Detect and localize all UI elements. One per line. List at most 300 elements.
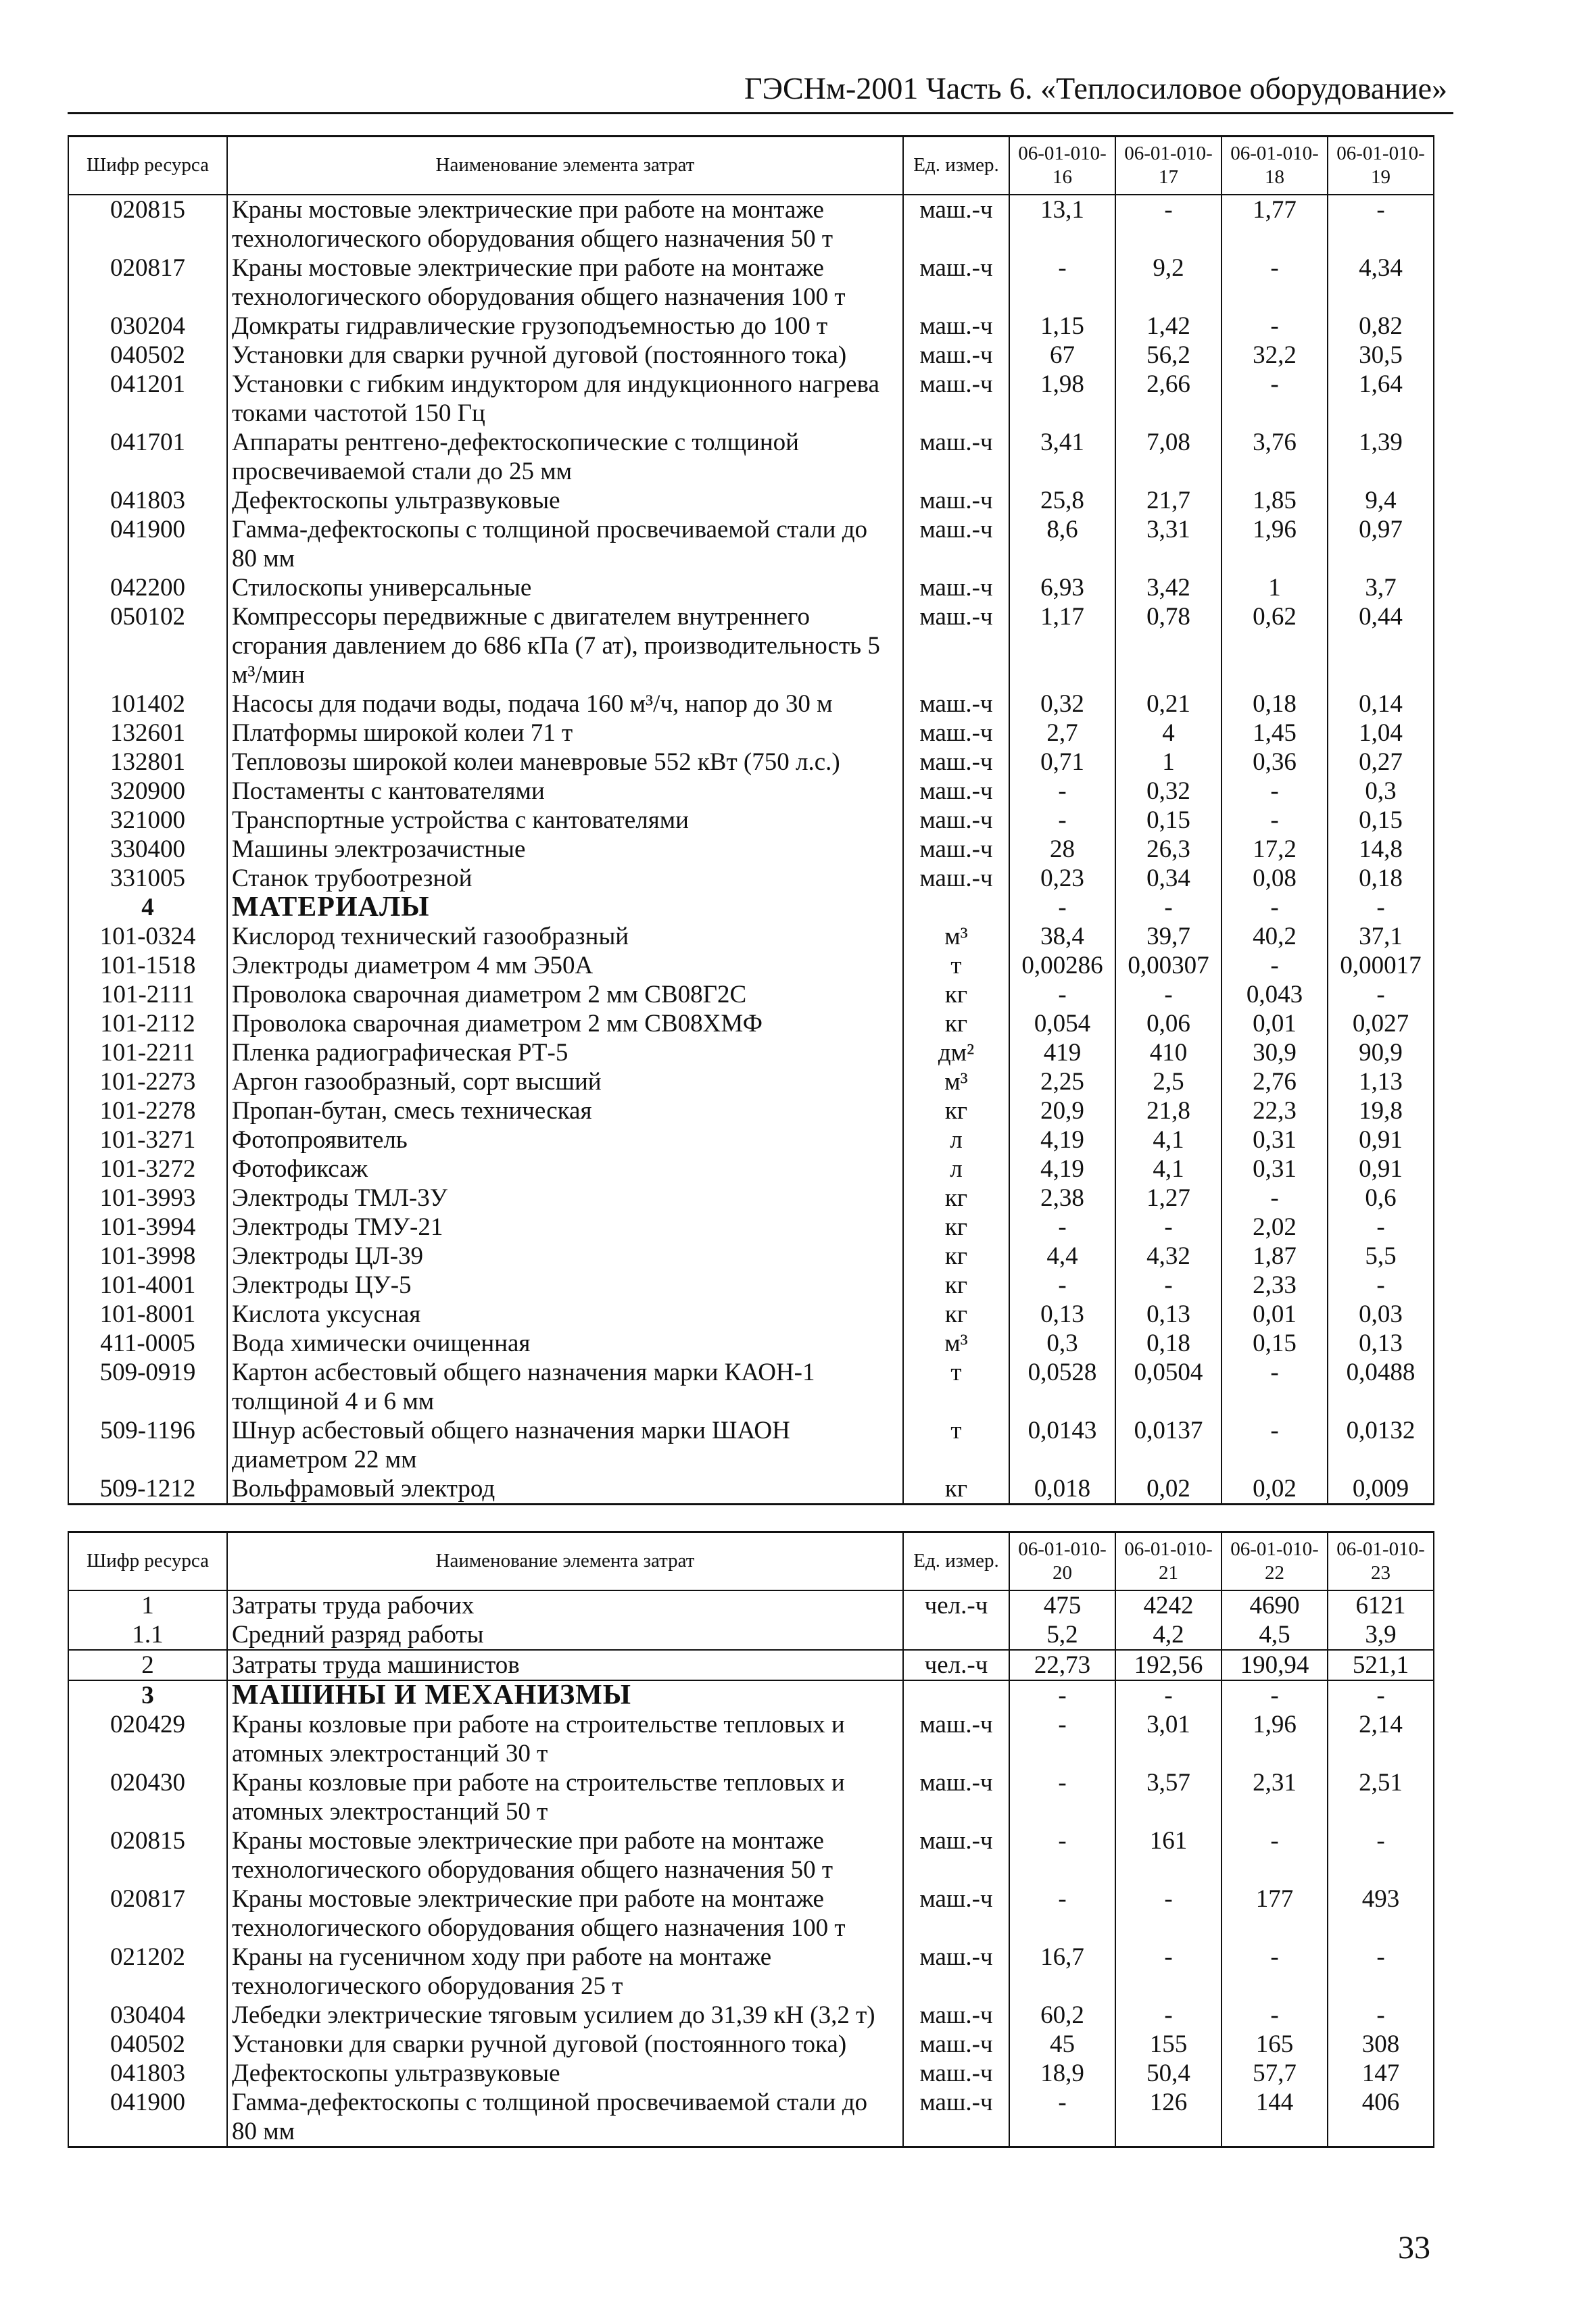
col-header-norm: 06-01-010-17 bbox=[1115, 137, 1222, 195]
norm-value: 56,2 bbox=[1115, 341, 1222, 370]
table-row bbox=[68, 1884, 1434, 1943]
norm-value: 0,043 bbox=[1222, 980, 1328, 1009]
resource-code: 101-3272 bbox=[68, 1154, 227, 1184]
resource-code: 101-2273 bbox=[68, 1067, 227, 1096]
norm-value: 30,5 bbox=[1328, 341, 1434, 370]
norm-value: 4,19 bbox=[1009, 1154, 1115, 1184]
resource-code: 041803 bbox=[68, 2059, 227, 2088]
norm-value: 2,5 bbox=[1115, 1067, 1222, 1096]
norm-value: - bbox=[1328, 1826, 1434, 1884]
resource-code: 101-4001 bbox=[68, 1271, 227, 1300]
norm-value: 0,31 bbox=[1222, 1154, 1328, 1184]
norm-value: 1,64 bbox=[1328, 370, 1434, 428]
unit-of-measure bbox=[903, 1680, 1009, 1710]
col-header-unit: Ед. измер. bbox=[903, 1532, 1009, 1590]
unit-of-measure: маш.-ч bbox=[903, 1768, 1009, 1826]
table-row bbox=[68, 2088, 1434, 2147]
resource-code: 101-2211 bbox=[68, 1038, 227, 1067]
norm-value: 0,6 bbox=[1328, 1184, 1434, 1213]
norm-value: - bbox=[1222, 1416, 1328, 1474]
norm-value: 0,0132 bbox=[1328, 1416, 1434, 1474]
norm-value: 419 bbox=[1009, 1038, 1115, 1067]
norm-value: 2,02 bbox=[1222, 1213, 1328, 1242]
norm-value: - bbox=[1009, 1710, 1115, 1768]
norm-value: 0,02 bbox=[1115, 1474, 1222, 1505]
resource-name: Домкраты гидравлические грузоподъемностью до 100 т bbox=[227, 312, 903, 341]
resource-name: Аппараты рентгено-дефектоскопические с толщиной просвечиваемой стали до 25 мм bbox=[227, 428, 903, 486]
resource-name: Вода химически очищенная bbox=[227, 1329, 903, 1358]
norm-value: 22,3 bbox=[1222, 1096, 1328, 1125]
resource-code: 101-1518 bbox=[68, 951, 227, 980]
norm-value: 0,0137 bbox=[1115, 1416, 1222, 1474]
norm-value: 0,027 bbox=[1328, 1009, 1434, 1038]
norm-value: 67 bbox=[1009, 341, 1115, 370]
table-row bbox=[68, 1067, 1434, 1096]
table-row bbox=[68, 370, 1434, 428]
norm-value: - bbox=[1222, 1358, 1328, 1416]
norm-value: 21,8 bbox=[1115, 1096, 1222, 1125]
norm-value: 0,0143 bbox=[1009, 1416, 1115, 1474]
table-row bbox=[68, 1358, 1434, 1416]
norm-value: 0,21 bbox=[1115, 689, 1222, 718]
norm-value: 3,9 bbox=[1328, 1620, 1434, 1650]
norm-value: 0,13 bbox=[1328, 1329, 1434, 1358]
unit-of-measure: маш.-ч bbox=[903, 864, 1009, 893]
table-row bbox=[68, 1038, 1434, 1067]
norm-value: 165 bbox=[1222, 2030, 1328, 2059]
section-row bbox=[68, 1680, 1434, 1710]
resource-code: 101-0324 bbox=[68, 922, 227, 951]
col-header-name: Наименование элемента затрат bbox=[227, 1532, 903, 1590]
norm-value: 0,91 bbox=[1328, 1125, 1434, 1154]
table-row bbox=[68, 2059, 1434, 2088]
norm-value: 0,97 bbox=[1328, 515, 1434, 573]
norm-value: 0,3 bbox=[1328, 777, 1434, 806]
table-row bbox=[68, 835, 1434, 864]
norm-value: 14,8 bbox=[1328, 835, 1434, 864]
table-row bbox=[68, 864, 1434, 893]
table-row bbox=[68, 1125, 1434, 1154]
norm-value: 4,2 bbox=[1115, 1620, 1222, 1650]
unit-of-measure: т bbox=[903, 1358, 1009, 1416]
norm-value: 493 bbox=[1328, 1884, 1434, 1943]
norm-value: 39,7 bbox=[1115, 922, 1222, 951]
norm-value: - bbox=[1009, 2088, 1115, 2147]
table-row bbox=[68, 1474, 1434, 1505]
col-header-name: Наименование элемента затрат bbox=[227, 137, 903, 195]
unit-of-measure: чел.-ч bbox=[903, 1650, 1009, 1680]
unit-of-measure: кг bbox=[903, 1184, 1009, 1213]
resource-code: 331005 bbox=[68, 864, 227, 893]
norm-value: 3,76 bbox=[1222, 428, 1328, 486]
resource-code: 1.1 bbox=[68, 1620, 227, 1650]
table-row bbox=[68, 1329, 1434, 1358]
norm-value: - bbox=[1222, 2001, 1328, 2030]
norm-value: - bbox=[1222, 1826, 1328, 1884]
norm-value: 9,2 bbox=[1115, 253, 1222, 312]
norm-value: 1,15 bbox=[1009, 312, 1115, 341]
resource-name: Электроды ТМЛ-3У bbox=[227, 1184, 903, 1213]
norm-value: 0,32 bbox=[1115, 777, 1222, 806]
resource-code: 020817 bbox=[68, 1884, 227, 1943]
norm-value: 32,2 bbox=[1222, 341, 1328, 370]
resource-name: Краны мостовые электрические при работе на монтаже технологического оборудования общего назначения 100 т bbox=[227, 253, 903, 312]
norm-value: 1,17 bbox=[1009, 602, 1115, 689]
norm-value: 308 bbox=[1328, 2030, 1434, 2059]
table-row bbox=[68, 486, 1434, 515]
norm-value: 0,18 bbox=[1115, 1329, 1222, 1358]
running-header: ГЭСНм-2001 Часть 6. «Теплосиловое оборудование» bbox=[744, 71, 1447, 105]
resource-name: Кислород технический газообразный bbox=[227, 922, 903, 951]
norm-value: 192,56 bbox=[1115, 1650, 1222, 1680]
unit-of-measure: кг bbox=[903, 1096, 1009, 1125]
norm-value: 0,18 bbox=[1328, 864, 1434, 893]
unit-of-measure: маш.-ч bbox=[903, 253, 1009, 312]
resource-name: Краны мостовые электрические при работе на монтаже технологического оборудования общего назначения 50 т bbox=[227, 195, 903, 253]
norm-value: 1 bbox=[1115, 748, 1222, 777]
norm-value: 7,08 bbox=[1115, 428, 1222, 486]
norm-value: 1,39 bbox=[1328, 428, 1434, 486]
resource-name: Компрессоры передвижные с двигателем внутреннего сгорания давлением до 686 кПа (7 ат), производительность 5 м³/мин bbox=[227, 602, 903, 689]
norm-value: 0,06 bbox=[1115, 1009, 1222, 1038]
table-2-header bbox=[68, 1532, 1434, 1590]
norm-value: 1,04 bbox=[1328, 718, 1434, 748]
norm-value: 0,00307 bbox=[1115, 951, 1222, 980]
norm-value: 0,18 bbox=[1222, 689, 1328, 718]
table-row bbox=[68, 1416, 1434, 1474]
norm-value: 4,19 bbox=[1009, 1125, 1115, 1154]
norm-value: 0,01 bbox=[1222, 1009, 1328, 1038]
unit-of-measure: м³ bbox=[903, 1329, 1009, 1358]
norm-value: 3,7 bbox=[1328, 573, 1434, 602]
resource-code: 041900 bbox=[68, 2088, 227, 2147]
norm-value: - bbox=[1222, 893, 1328, 922]
norm-value: 90,9 bbox=[1328, 1038, 1434, 1067]
norm-value: 2,14 bbox=[1328, 1710, 1434, 1768]
unit-of-measure: маш.-ч bbox=[903, 515, 1009, 573]
resource-code: 101-3998 bbox=[68, 1242, 227, 1271]
norm-value: 0,34 bbox=[1115, 864, 1222, 893]
resource-name: Насосы для подачи воды, подача 160 м³/ч, напор до 30 м bbox=[227, 689, 903, 718]
table-row bbox=[68, 2030, 1434, 2059]
resource-name: Затраты труда рабочих bbox=[227, 1590, 903, 1620]
table-row bbox=[68, 602, 1434, 689]
norm-value: 161 bbox=[1115, 1826, 1222, 1884]
norm-value: - bbox=[1328, 980, 1434, 1009]
unit-of-measure bbox=[903, 1620, 1009, 1650]
norm-value: - bbox=[1328, 1943, 1434, 2001]
norm-value: 1,96 bbox=[1222, 1710, 1328, 1768]
resource-name: Электроды ЦЛ-39 bbox=[227, 1242, 903, 1271]
norm-value: 4,34 bbox=[1328, 253, 1434, 312]
table-row bbox=[68, 312, 1434, 341]
resource-name: Фотопроявитель bbox=[227, 1125, 903, 1154]
unit-of-measure: маш.-ч bbox=[903, 835, 1009, 864]
unit-of-measure: дм² bbox=[903, 1038, 1009, 1067]
norm-value: 0,91 bbox=[1328, 1154, 1434, 1184]
norm-value: 0,01 bbox=[1222, 1300, 1328, 1329]
resource-name: Шнур асбестовый общего назначения марки ШАОН диаметром 22 мм bbox=[227, 1416, 903, 1474]
norm-value: 1,45 bbox=[1222, 718, 1328, 748]
resource-code: 020817 bbox=[68, 253, 227, 312]
resource-name: Краны мостовые электрические при работе на монтаже технологического оборудования общего назначения 50 т bbox=[227, 1826, 903, 1884]
resource-name: Дефектоскопы ультразвуковые bbox=[227, 2059, 903, 2088]
resource-code: 040502 bbox=[68, 2030, 227, 2059]
norm-value: 1,27 bbox=[1115, 1184, 1222, 1213]
norm-value: 1,77 bbox=[1222, 195, 1328, 253]
unit-of-measure: маш.-ч bbox=[903, 602, 1009, 689]
norm-value: 0,82 bbox=[1328, 312, 1434, 341]
resource-code: 020430 bbox=[68, 1768, 227, 1826]
norm-value: 4 bbox=[1115, 718, 1222, 748]
col-header-code: Шифр ресурса bbox=[68, 1532, 227, 1590]
unit-of-measure: т bbox=[903, 951, 1009, 980]
unit-of-measure: маш.-ч bbox=[903, 2001, 1009, 2030]
resource-code: 041201 bbox=[68, 370, 227, 428]
table-row bbox=[68, 1009, 1434, 1038]
resource-name: Машины электрозачистные bbox=[227, 835, 903, 864]
norm-value: - bbox=[1115, 1213, 1222, 1242]
norm-value: 5,5 bbox=[1328, 1242, 1434, 1271]
resource-code: 321000 bbox=[68, 806, 227, 835]
norm-value: 0,44 bbox=[1328, 602, 1434, 689]
table-row bbox=[68, 1650, 1434, 1680]
col-header-norm: 06-01-010-16 bbox=[1009, 137, 1115, 195]
resource-code: 101-3271 bbox=[68, 1125, 227, 1154]
norm-value: - bbox=[1115, 1271, 1222, 1300]
norm-value: 475 bbox=[1009, 1590, 1115, 1620]
norm-value: 0,62 bbox=[1222, 602, 1328, 689]
norm-value: 0,08 bbox=[1222, 864, 1328, 893]
resource-code: 509-0919 bbox=[68, 1358, 227, 1416]
norm-value: - bbox=[1222, 370, 1328, 428]
unit-of-measure: маш.-ч bbox=[903, 195, 1009, 253]
col-header-norm: 06-01-010-23 bbox=[1328, 1532, 1434, 1590]
norm-value: 19,8 bbox=[1328, 1096, 1434, 1125]
resource-name: Стилоскопы универсальные bbox=[227, 573, 903, 602]
norm-value: - bbox=[1009, 1826, 1115, 1884]
resource-code: 101-8001 bbox=[68, 1300, 227, 1329]
norm-value: 4690 bbox=[1222, 1590, 1328, 1620]
norm-value: 8,6 bbox=[1009, 515, 1115, 573]
norm-value: 21,7 bbox=[1115, 486, 1222, 515]
resource-code: 020815 bbox=[68, 195, 227, 253]
table-row bbox=[68, 1096, 1434, 1125]
unit-of-measure: маш.-ч bbox=[903, 777, 1009, 806]
norm-value: - bbox=[1115, 1884, 1222, 1943]
norm-value: 2,51 bbox=[1328, 1768, 1434, 1826]
norm-value: 2,66 bbox=[1115, 370, 1222, 428]
unit-of-measure: маш.-ч bbox=[903, 748, 1009, 777]
resource-name: Вольфрамовый электрод bbox=[227, 1474, 903, 1505]
unit-of-measure: кг bbox=[903, 1242, 1009, 1271]
resource-name: Тепловозы широкой колеи маневровые 552 кВт (750 л.с.) bbox=[227, 748, 903, 777]
norm-value: - bbox=[1222, 253, 1328, 312]
resource-name: Дефектоскопы ультразвуковые bbox=[227, 486, 903, 515]
norm-value: - bbox=[1222, 1943, 1328, 2001]
unit-of-measure: маш.-ч bbox=[903, 718, 1009, 748]
resource-name: Установки с гибким индуктором для индукционного нагрева токами частотой 150 Гц bbox=[227, 370, 903, 428]
norm-value: 17,2 bbox=[1222, 835, 1328, 864]
col-header-norm: 06-01-010-22 bbox=[1222, 1532, 1328, 1590]
norm-value: 3,57 bbox=[1115, 1768, 1222, 1826]
resource-code: 050102 bbox=[68, 602, 227, 689]
resource-name: Краны мостовые электрические при работе на монтаже технологического оборудования общего назначения 100 т bbox=[227, 1884, 903, 1943]
table-row bbox=[68, 515, 1434, 573]
norm-value: 126 bbox=[1115, 2088, 1222, 2147]
unit-of-measure: маш.-ч bbox=[903, 1826, 1009, 1884]
table-row bbox=[68, 1213, 1434, 1242]
resources-table-2 bbox=[68, 1531, 1433, 2148]
resource-name: Пропан-бутан, смесь техническая bbox=[227, 1096, 903, 1125]
norm-value: - bbox=[1328, 195, 1434, 253]
norm-value: 0,0528 bbox=[1009, 1358, 1115, 1416]
norm-value: - bbox=[1009, 980, 1115, 1009]
norm-value: - bbox=[1115, 195, 1222, 253]
table-row bbox=[68, 2001, 1434, 2030]
norm-value: 4242 bbox=[1115, 1590, 1222, 1620]
resource-code: 2 bbox=[68, 1650, 227, 1680]
unit-of-measure: кг bbox=[903, 1271, 1009, 1300]
resource-code: 021202 bbox=[68, 1943, 227, 2001]
table-row bbox=[68, 951, 1434, 980]
col-header-unit: Ед. измер. bbox=[903, 137, 1009, 195]
norm-value: 4,4 bbox=[1009, 1242, 1115, 1271]
unit-of-measure: кг bbox=[903, 1213, 1009, 1242]
table-row bbox=[68, 1300, 1434, 1329]
norm-value: 155 bbox=[1115, 2030, 1222, 2059]
norm-value: 0,018 bbox=[1009, 1474, 1115, 1505]
norm-value: 0,03 bbox=[1328, 1300, 1434, 1329]
norm-value: 2,76 bbox=[1222, 1067, 1328, 1096]
norm-value: 0,15 bbox=[1115, 806, 1222, 835]
resource-code: 101-2112 bbox=[68, 1009, 227, 1038]
unit-of-measure: кг bbox=[903, 1009, 1009, 1038]
norm-value: - bbox=[1222, 312, 1328, 341]
unit-of-measure: маш.-ч bbox=[903, 312, 1009, 341]
norm-value: 5,2 bbox=[1009, 1620, 1115, 1650]
norm-value: 0,054 bbox=[1009, 1009, 1115, 1038]
unit-of-measure: маш.-ч bbox=[903, 1884, 1009, 1943]
resource-code: 3 bbox=[68, 1680, 227, 1710]
resource-name: Установки для сварки ручной дуговой (постоянного тока) bbox=[227, 2030, 903, 2059]
unit-of-measure: маш.-ч bbox=[903, 486, 1009, 515]
norm-value: 0,0488 bbox=[1328, 1358, 1434, 1416]
resource-code: 509-1212 bbox=[68, 1474, 227, 1505]
table-row bbox=[68, 195, 1434, 253]
table-row bbox=[68, 1590, 1434, 1620]
norm-value: 2,7 bbox=[1009, 718, 1115, 748]
norm-value: 0,00017 bbox=[1328, 951, 1434, 980]
norm-value: - bbox=[1222, 1680, 1328, 1710]
resource-name: Электроды диаметром 4 мм Э50А bbox=[227, 951, 903, 980]
resource-code: 101402 bbox=[68, 689, 227, 718]
resource-name: Фотофиксаж bbox=[227, 1154, 903, 1184]
norm-value: 28 bbox=[1009, 835, 1115, 864]
table-row bbox=[68, 718, 1434, 748]
resource-name: Установки для сварки ручной дуговой (постоянного тока) bbox=[227, 341, 903, 370]
table-row bbox=[68, 573, 1434, 602]
norm-value: 30,9 bbox=[1222, 1038, 1328, 1067]
resource-name: Затраты труда машинистов bbox=[227, 1650, 903, 1680]
norm-value: - bbox=[1115, 2001, 1222, 2030]
col-header-code: Шифр ресурса bbox=[68, 137, 227, 195]
table-row bbox=[68, 253, 1434, 312]
norm-value: 6,93 bbox=[1009, 573, 1115, 602]
table-row bbox=[68, 1710, 1434, 1768]
norm-value: 0,00286 bbox=[1009, 951, 1115, 980]
resource-name: Краны на гусеничном ходу при работе на монтаже технологического оборудования 25 т bbox=[227, 1943, 903, 2001]
norm-value: 13,1 bbox=[1009, 195, 1115, 253]
norm-value: - bbox=[1009, 806, 1115, 835]
table-row bbox=[68, 1271, 1434, 1300]
table-row bbox=[68, 1242, 1434, 1271]
resource-name: Платформы широкой колеи 71 т bbox=[227, 718, 903, 748]
unit-of-measure: кг bbox=[903, 980, 1009, 1009]
norm-value: 26,3 bbox=[1115, 835, 1222, 864]
table-row bbox=[68, 689, 1434, 718]
resource-name: Кислота уксусная bbox=[227, 1300, 903, 1329]
unit-of-measure: маш.-ч bbox=[903, 573, 1009, 602]
resource-name: Лебедки электрические тяговым усилием до 31,39 кН (3,2 т) bbox=[227, 2001, 903, 2030]
norm-value: 1,96 bbox=[1222, 515, 1328, 573]
norm-value: 2,33 bbox=[1222, 1271, 1328, 1300]
norm-value: 60,2 bbox=[1009, 2001, 1115, 2030]
resource-code: 4 bbox=[68, 893, 227, 922]
col-header-norm: 06-01-010-18 bbox=[1222, 137, 1328, 195]
norm-value: 2,25 bbox=[1009, 1067, 1115, 1096]
norm-value: 6121 bbox=[1328, 1590, 1434, 1620]
norm-value: - bbox=[1115, 1680, 1222, 1710]
resource-name: Проволока сварочная диаметром 2 мм СВ08ХМФ bbox=[227, 1009, 903, 1038]
unit-of-measure: маш.-ч bbox=[903, 1710, 1009, 1768]
norm-value: - bbox=[1009, 1213, 1115, 1242]
resource-code: 320900 bbox=[68, 777, 227, 806]
unit-of-measure: чел.-ч bbox=[903, 1590, 1009, 1620]
norm-value: - bbox=[1328, 2001, 1434, 2030]
unit-of-measure: маш.-ч bbox=[903, 2088, 1009, 2147]
table-row bbox=[68, 777, 1434, 806]
norm-value: 0,32 bbox=[1009, 689, 1115, 718]
norm-value: 0,27 bbox=[1328, 748, 1434, 777]
col-header-norm: 06-01-010-21 bbox=[1115, 1532, 1222, 1590]
norm-value: 0,13 bbox=[1009, 1300, 1115, 1329]
unit-of-measure: л bbox=[903, 1154, 1009, 1184]
resource-name: Станок трубоотрезной bbox=[227, 864, 903, 893]
norm-value: 410 bbox=[1115, 1038, 1222, 1067]
resource-name: Электроды ЦУ-5 bbox=[227, 1271, 903, 1300]
norm-value: 1,85 bbox=[1222, 486, 1328, 515]
norm-value: 1,42 bbox=[1115, 312, 1222, 341]
norm-value: 0,009 bbox=[1328, 1474, 1434, 1505]
resource-name: Аргон газообразный, сорт высший bbox=[227, 1067, 903, 1096]
table-row bbox=[68, 1768, 1434, 1826]
norm-value: 0,14 bbox=[1328, 689, 1434, 718]
unit-of-measure bbox=[903, 893, 1009, 922]
unit-of-measure: маш.-ч bbox=[903, 806, 1009, 835]
header-rule bbox=[68, 112, 1453, 114]
norm-value: - bbox=[1009, 893, 1115, 922]
norm-value: 1 bbox=[1222, 573, 1328, 602]
norm-value: - bbox=[1328, 1213, 1434, 1242]
resource-code: 030204 bbox=[68, 312, 227, 341]
resource-code: 042200 bbox=[68, 573, 227, 602]
norm-value: 50,4 bbox=[1115, 2059, 1222, 2088]
norm-value: 20,9 bbox=[1009, 1096, 1115, 1125]
norm-value: 22,73 bbox=[1009, 1650, 1115, 1680]
unit-of-measure: маш.-ч bbox=[903, 2059, 1009, 2088]
norm-value: 1,13 bbox=[1328, 1067, 1434, 1096]
